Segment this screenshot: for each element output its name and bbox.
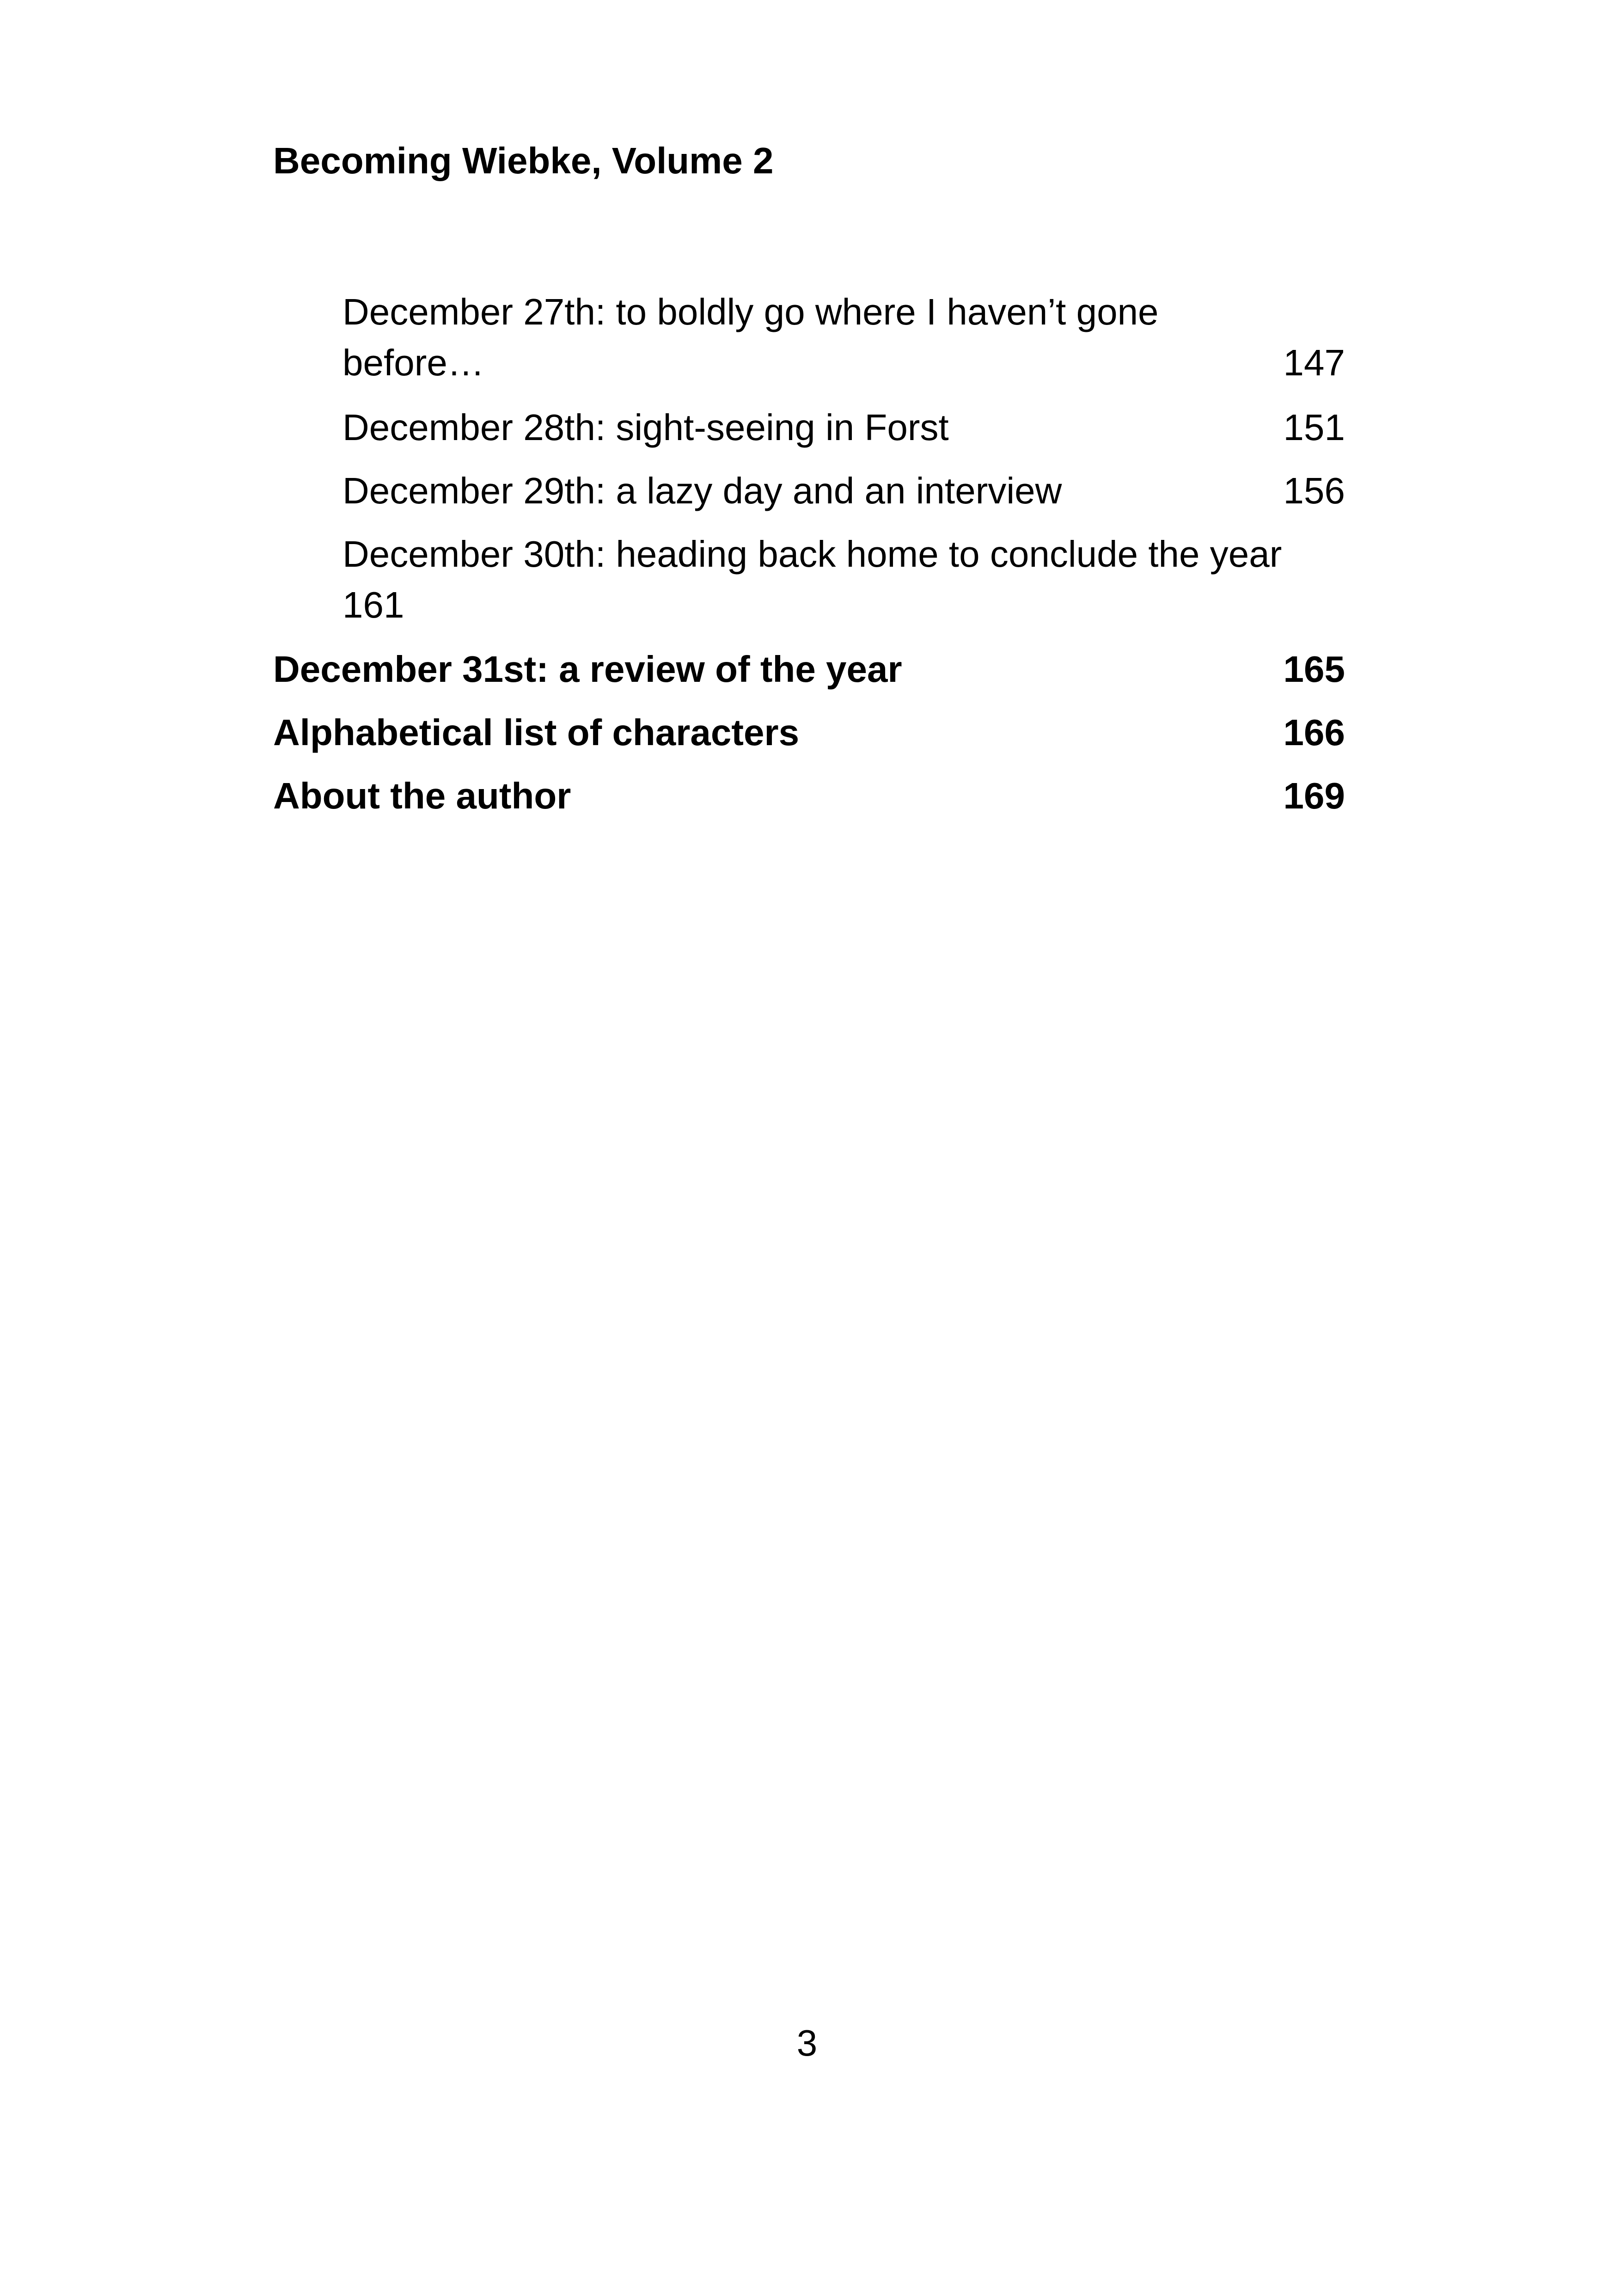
toc-entry-december-29[interactable]: [342, 465, 1345, 516]
toc-entry-page-number: 169: [1283, 775, 1345, 816]
toc-entry-row: [273, 707, 1345, 758]
toc-entry-december-30[interactable]: [342, 529, 1345, 631]
toc-entry-title-continuation: before…: [342, 342, 484, 383]
toc-entry-row: [342, 465, 1345, 516]
toc-entry-row: [342, 402, 1345, 453]
toc-entry-december-27[interactable]: [342, 287, 1345, 388]
toc-entry-page-number: 147: [1283, 342, 1345, 383]
toc-entry-title: December 31st: a review of the year: [273, 649, 902, 690]
toc-entry-title-line2: [342, 337, 1345, 388]
toc-entry-december-28[interactable]: [342, 402, 1345, 453]
book-title: Becoming Wiebke, Volume 2: [273, 140, 774, 181]
page-number: 3: [796, 2022, 818, 2063]
toc-entry-row: [273, 644, 1345, 695]
toc-entry-page-number: 161: [342, 584, 404, 625]
toc-entry-page-number: 151: [1283, 407, 1345, 448]
toc-entry-alphabetical-list[interactable]: [273, 707, 1345, 758]
toc-entry-page-number: 166: [1283, 712, 1345, 753]
toc-entry-page-number: 156: [1283, 470, 1345, 511]
toc-entry-december-31[interactable]: [273, 644, 1345, 695]
toc-entry-title: Alphabetical list of characters: [273, 712, 800, 753]
toc-entry-title-line1: December 27th: to boldly go where I haven’t gone: [342, 291, 1159, 332]
toc-entry-page-number: 165: [1283, 649, 1345, 690]
toc-entry-about-the-author[interactable]: [273, 771, 1345, 821]
toc-entry-title: About the author: [273, 775, 571, 816]
toc-entry-title: December 28th: sight-seeing in Forst: [342, 407, 949, 448]
toc-entry-title: December 29th: a lazy day and an interview: [342, 470, 1062, 511]
toc-entry-title: December 30th: heading back home to conclude the year: [342, 533, 1282, 575]
toc-entry-row: [273, 771, 1345, 821]
